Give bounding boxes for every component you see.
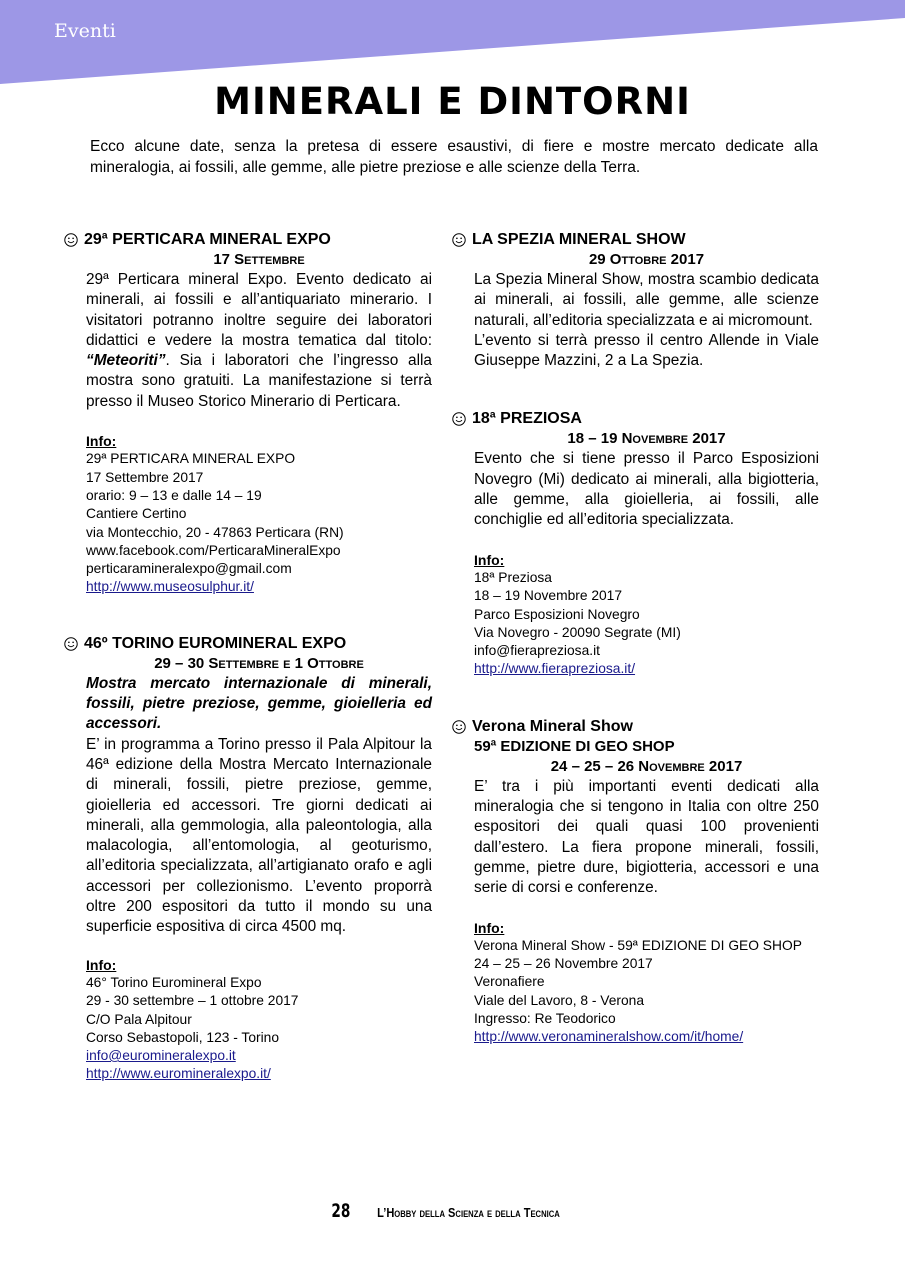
smiley-icon: [64, 233, 78, 247]
event-date: 29 Ottobre 2017: [588, 251, 705, 268]
event-description: E’ tra i più importanti eventi dedicati alla mineralogia che si tengono in Italia con oltre 250 espositori dei quali quasi 100 provenienti dall’estero. La fiera propone minerali, fossili, gemme, pietre dure, bigiotteria, accessori e una serie di corsi e conferenze.: [474, 777, 819, 897]
event-info: [474, 919, 819, 1047]
info-line: orario: 9 – 13 e dalle 14 – 19: [86, 487, 262, 503]
event-info: [86, 432, 432, 597]
info-line: 29 - 30 settembre – 1 ottobre 2017: [86, 993, 299, 1009]
info-line: Veronafiere: [474, 974, 545, 990]
info-label: Info:: [86, 956, 117, 973]
info-label: Info:: [474, 919, 505, 936]
smiley-icon: [452, 720, 466, 734]
event-email-link[interactable]: info@euromineralexpo.it: [86, 1048, 236, 1064]
event-date: 29 – 30 Settembre e 1 Ottobre: [154, 654, 364, 672]
info-line: info@fierapreziosa.it: [474, 643, 600, 659]
info-line: Parco Esposizioni Novegro: [474, 606, 640, 622]
event-date: 17 Settembre: [213, 251, 305, 268]
event-website-link[interactable]: http://www.veronamineralshow.com/it/home/: [474, 1029, 744, 1045]
info-line: Viale del Lavoro, 8 - Verona: [474, 992, 645, 1008]
smiley-icon: [452, 233, 466, 247]
event-laspezia: [452, 230, 819, 371]
event-date: 18 – 19 Novembre 2017: [567, 430, 726, 448]
smiley-icon: [452, 412, 466, 426]
info-line: Verona Mineral Show - 59ª EDIZIONE DI GEO SHOP: [474, 937, 802, 953]
event-perticara: [64, 230, 432, 597]
header-banner: [0, 0, 905, 84]
event-torino: [64, 634, 432, 1084]
event-description: La Spezia Mineral Show, mostra scambio dedicata ai minerali, ai fossili, alle gemme, alle scienze naturali, all’editoria specializzata e ai micromount.: [474, 271, 819, 329]
event-title: 18ª PREZIOSA: [472, 410, 582, 428]
event-heading: [64, 634, 432, 654]
info-line: 17 Settembre 2017: [86, 469, 204, 485]
event-description: E’ in programma a Torino presso il Pala Alpitour la 46ª edizione della Mostra Mercato Internazionale di minerali, fossili, pietre preziose, gemme, gioielleria ed accessori. Tre giorni dedicati ai minerali, alla gemmologia, alla paleontologia, alla malacologia, all’entomologia, al geoturismo, all’editoria specializzata, all’artigianato orafo e agli accessori per collezionismo. L’evento proporrà oltre 200 espositori da tutto il mondo su una superficie espositiva di circa 4500 mq.: [86, 735, 432, 936]
event-title: 46º TORINO EUROMINERAL EXPO: [84, 634, 347, 652]
event-heading: [452, 717, 819, 737]
info-line: Ingresso: Re Teodorico: [474, 1011, 616, 1027]
event-lead: Mostra mercato internazionale di minerali, fossili, pietre preziose, gemme, gioielleria ed accessori.: [86, 674, 432, 733]
info-line: 18 – 19 Novembre 2017: [474, 588, 623, 604]
section-label: Eventi: [54, 20, 116, 42]
event-description: [86, 270, 432, 412]
event-subtitle: 59ª EDIZIONE DI GEO SHOP: [474, 737, 675, 755]
magazine-title: L’Hobby della Scienza e della Tecnica: [377, 1205, 560, 1220]
event-info: [474, 551, 819, 679]
info-line: perticaramineralexpo@gmail.com: [86, 561, 292, 577]
info-line: Cantiere Certino: [86, 506, 187, 522]
description-text: 29ª Perticara mineral Expo. Evento dedicato ai minerali, ai fossili e all’antiquariato minerario. I visitatori potranno inoltre seguire dei laboratori didattici e vedere la mostra tematica dal titolo:: [86, 271, 432, 349]
event-verona: [452, 717, 819, 1047]
page-title: MINERALI E DINTORNI: [214, 80, 691, 123]
info-line: 29ª PERTICARA MINERAL EXPO: [86, 451, 296, 467]
info-line: 46° Torino Euromineral Expo: [86, 974, 262, 990]
event-website-link[interactable]: http://www.euromineralexpo.it/: [86, 1066, 271, 1082]
info-label: Info:: [86, 433, 117, 450]
event-title: Verona Mineral Show: [472, 717, 633, 735]
page-footer: [0, 1200, 905, 1222]
event-date: 24 – 25 – 26 Novembre 2017: [550, 757, 743, 775]
event-description: Evento che si tiene presso il Parco Esposizioni Novegro (Mi) dedicato ai minerali, alla bigiotteria, alle gemme, alla gioielleria, ai fossili, alle conchiglie ed all’editoria specializzata.: [474, 450, 819, 529]
event-info: [86, 956, 432, 1084]
event-heading: [452, 230, 819, 250]
event-title: 29ª PERTICARA MINERAL EXPO: [84, 231, 331, 248]
exhibition-theme: “Meteoriti”: [86, 352, 166, 370]
event-preziosa: [452, 409, 819, 678]
info-line: www.facebook.com/PerticaraMineralExpo: [86, 542, 341, 558]
info-label: Info:: [474, 551, 505, 568]
event-heading: [452, 409, 819, 429]
right-column: [452, 230, 819, 1047]
info-line: Corso Sebastopoli, 123 - Torino: [86, 1029, 280, 1045]
info-line: 18ª Preziosa: [474, 569, 552, 585]
intro-paragraph: Ecco alcune date, senza la pretesa di essere esaustivi, di fiere e mostre mercato dedicate alla mineralogia, ai fossili, alle gemme, alle pietre preziose e alle scienze della Terra.: [90, 138, 818, 176]
info-line: 24 – 25 – 26 Novembre 2017: [474, 956, 653, 972]
smiley-icon: [64, 637, 78, 651]
event-website-link[interactable]: http://www.fierapreziosa.it/: [474, 661, 636, 677]
info-line: via Montecchio, 20 - 47863 Perticara (RN): [86, 524, 344, 540]
event-location: L’evento si terrà presso il centro Allende in Viale Giuseppe Mazzini, 2 a La Spezia.: [474, 331, 819, 370]
description-text: . Sia i laboratori che l’ingresso alla mostra sono gratuiti. La manifestazione si terrà presso il Museo Storico Minerario di Perticara.: [86, 352, 432, 410]
page-number: 28: [331, 1200, 351, 1222]
event-title: LA SPEZIA MINERAL SHOW: [472, 231, 686, 248]
event-heading: [64, 230, 432, 250]
info-line: Via Novegro - 20090 Segrate (MI): [474, 624, 681, 640]
info-line: C/O Pala Alpitour: [86, 1011, 192, 1027]
left-column: [64, 230, 432, 1084]
event-website-link[interactable]: http://www.museosulphur.it/: [86, 579, 254, 595]
